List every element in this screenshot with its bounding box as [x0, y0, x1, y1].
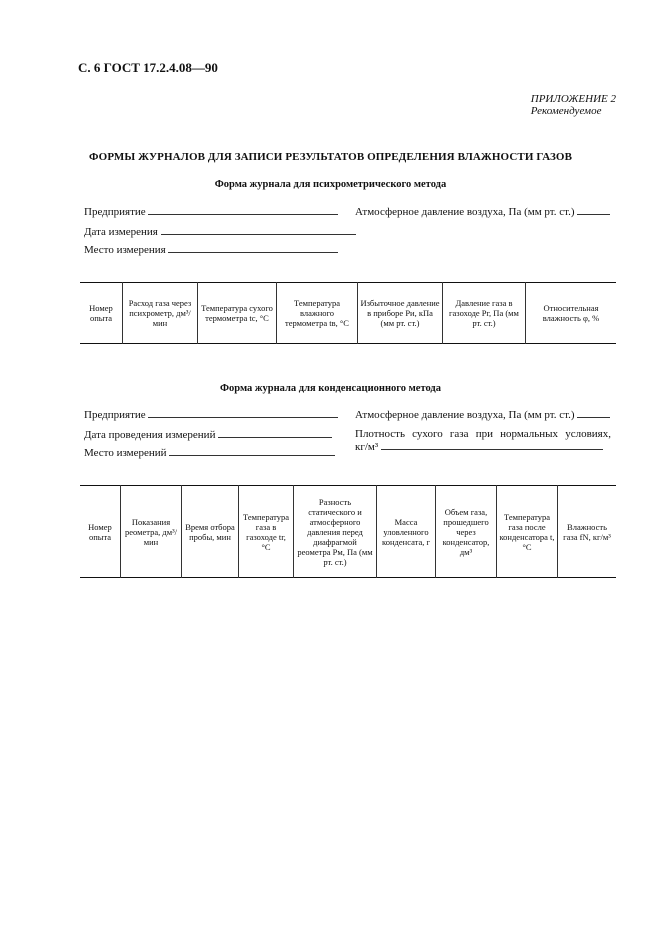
form2-pressure-label: Атмосферное давление воздуха, Па (мм рт. ст.)	[355, 409, 575, 421]
appendix-block	[531, 93, 616, 117]
form1-date-blank[interactable]	[161, 225, 356, 235]
form2-title: Форма журнала для конденсационного метода	[220, 383, 441, 394]
form1-col-dry-temp: Температура сухого термометра tс, °С	[198, 283, 277, 344]
form2-pressure-blank[interactable]	[577, 408, 610, 418]
form2-density-blank[interactable]	[381, 440, 603, 450]
form1-enterprise-blank[interactable]	[148, 205, 338, 215]
form1-place-blank[interactable]	[168, 243, 338, 253]
form1-date-field[interactable]	[84, 225, 356, 238]
form1-enterprise-label: Предприятие	[84, 206, 146, 218]
form1-pressure-blank[interactable]	[577, 205, 610, 215]
form2-density-field[interactable]	[355, 428, 611, 453]
form2-pressure-field[interactable]	[355, 408, 610, 421]
form2-col-gas-humidity: Влажность газа fN, кг/м³	[558, 486, 617, 578]
form1-col-wet-temp: Температура влажного термометра tв, °С	[277, 283, 358, 344]
main-title: ФОРМЫ ЖУРНАЛОВ ДЛЯ ЗАПИСИ РЕЗУЛЬТАТОВ ОПРЕДЕЛЕНИЯ ВЛАЖНОСТИ ГАЗОВ	[88, 151, 573, 163]
form1-col-relative-humidity: Относительная влажность φ, %	[526, 283, 617, 344]
form2-place-label: Место измерений	[84, 447, 167, 459]
form1-table-header-row	[80, 283, 616, 344]
form2-place-field[interactable]	[84, 446, 335, 459]
appendix-label: ПРИЛОЖЕНИЕ 2	[530, 93, 616, 105]
form2-date-label: Дата проведения измерений	[84, 429, 216, 441]
form2-date-field[interactable]	[84, 428, 332, 441]
form2-col-pressure-difference: Разность статического и атмосферного давления перед диафрагмой реометра Pм, Па (мм рт. ст.)	[294, 486, 377, 578]
form1-place-label: Место измерения	[84, 244, 166, 256]
form2-enterprise-field[interactable]	[84, 408, 338, 421]
form2-col-sampling-time: Время отбора пробы, мин	[182, 486, 239, 578]
form1-date-label: Дата измерения	[84, 226, 158, 238]
form2-col-post-condenser-temp: Температура газа после конденсатора t, °С	[497, 486, 558, 578]
form2-enterprise-blank[interactable]	[148, 408, 338, 418]
appendix-status: Рекомендуемое	[530, 105, 602, 117]
form1-col-excess-pressure: Избыточное давление в приборе Pи, кПа (мм рт. ст.)	[358, 283, 443, 344]
form2-date-blank[interactable]	[218, 428, 332, 438]
form2-table-header-row	[80, 486, 616, 578]
form2-density-unit: кг/м³	[355, 441, 379, 453]
form2-density-label: Плотность сухого газа при нормальных условиях,	[355, 428, 611, 440]
form2-place-blank[interactable]	[169, 446, 335, 456]
form2-enterprise-label: Предприятие	[84, 409, 146, 421]
form1-pressure-field[interactable]	[355, 205, 610, 218]
form1-col-gas-flow: Расход газа через психрометр, дм³/мин	[123, 283, 198, 344]
form1-enterprise-field[interactable]	[84, 205, 338, 218]
form2-col-duct-temp: Температура газа в газоходе tг, °С	[239, 486, 294, 578]
form2-col-rheometer-reading: Показания реометра, дм³/мин	[121, 486, 182, 578]
form1-table	[80, 282, 616, 344]
form1-title: Форма журнала для психрометрического метода	[214, 179, 447, 190]
form2-col-experiment-number: Номер опыта	[88, 521, 112, 542]
form1-col-experiment-number: Номер опыта	[89, 303, 113, 323]
page-header: С. 6 ГОСТ 17.2.4.08—90	[78, 60, 218, 75]
form1-place-field[interactable]	[84, 243, 338, 256]
form2-col-gas-volume: Объем газа, прошедшего через конденсатор, дм³	[436, 486, 497, 578]
form2-table	[80, 485, 616, 578]
form2-col-condensate-mass: Масса уловленного конденсата, г	[377, 486, 436, 578]
form1-col-duct-pressure: Давление газа в газоходе Pг, Па (мм рт. ст.)	[443, 283, 526, 344]
form1-pressure-label: Атмосферное давление воздуха, Па (мм рт. ст.)	[355, 206, 575, 218]
